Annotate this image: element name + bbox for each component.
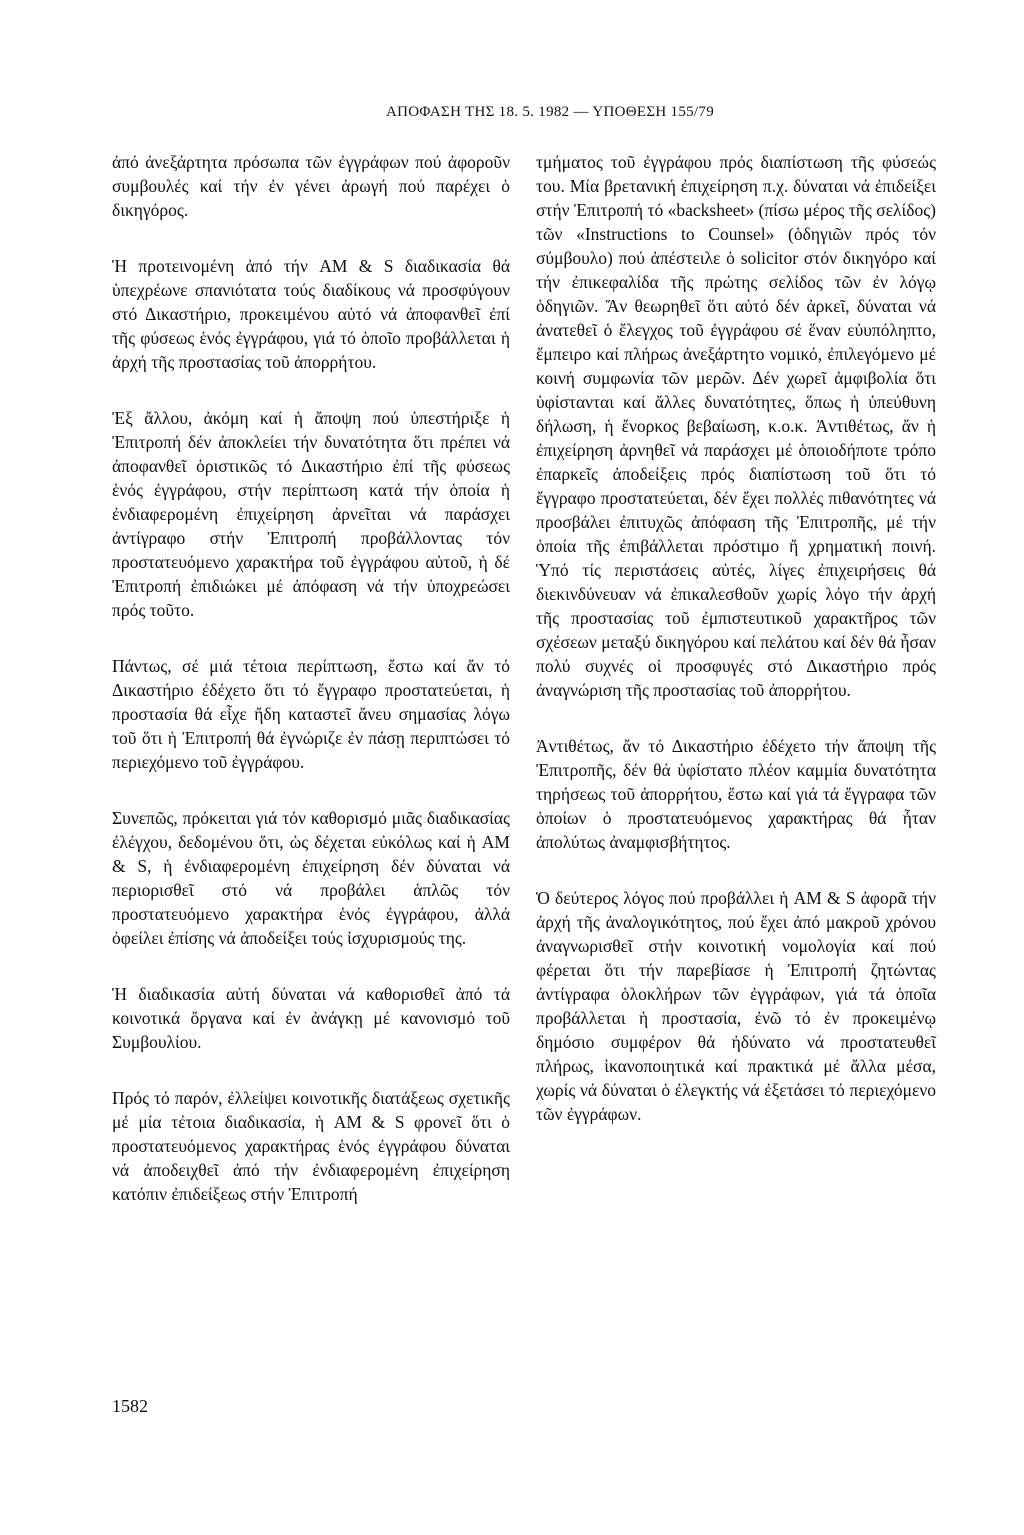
paragraph: Ὁ δεύτερος λόγος πού προβάλλει ἡ AM & S ἀφορᾶ τήν ἀρχή τῆς ἀναλογικότητος, πού ἔχει ἀπό μακροῦ χρόνου ἀναγνωρισθεῖ στήν κοινοτική νομολογία καί πού φέρεται ὅτι τήν παρεβίασε ἡ Ἐπιτροπή ζητώντας ἀντίγραφα ὁλοκλήρων τῶν ἐγγράφων, γιά τά ὁποῖα προβάλλεται ἡ προστασία, ἐνῶ τό ἐν προκειμένῳ δημόσιο συμφέρον θά ἠδύνατο νά προστατευθεῖ πλήρως, ἱκανοποιητικά καί πρακτικά μέ ἄλλα μέσα, χωρίς νά δύναται ὁ ἐλεγκτής νά ἐξετάσει τό περιεχόμενο τῶν ἐγγράφων. xyxy=(536,888,936,1124)
paragraph: ἀπό ἀνεξάρτητα πρόσωπα τῶν ἐγγράφων πού ἀφοροῦν συμβουλές καί τήν ἐν γένει ἀρωγή πού παρέχει ὁ δικηγόρος. xyxy=(112,152,510,220)
paragraph: Ἐξ ἄλλου, ἀκόμη καί ἡ ἄποψη πού ὑπεστήριξε ἡ Ἐπιτροπή δέν ἀποκλείει τήν δυνατότητα ὅτι πρέπει νά ἀποφανθεῖ ὁριστικῶς τό Δικαστήριο ἐπί τῆς φύσεως ἑνός ἐγγράφου, στήν περίπτωση κατά τήν ὁποία ἡ ἐνδιαφερομένη ἐπιχείρηση ἀρνεῖται νά παράσχει ἀντίγραφο στήν Ἐπιτροπή προβάλλοντας τόν προστατευόμενο χαρακτήρα τοῦ ἐγγράφου αὐτοῦ, ἡ δέ Ἐπιτροπή ἐπιδιώκει μέ ἀπόφαση νά τήν ὑποχρεώσει πρός τοῦτο. xyxy=(112,408,510,620)
paragraph: Συνεπῶς, πρόκειται γιά τόν καθορισμό μιᾶς διαδικασίας ἐλέγχου, δεδομένου ὅτι, ὡς δέχεται εὐκόλως καί ἡ AM & S, ἡ ἐνδιαφερομένη ἐπιχείρηση δέν δύναται νά περιορισθεῖ στό νά προβάλει ἁπλῶς τόν προστατευόμενο χαρακτήρα ἑνός ἐγγράφου, ἀλλά ὀφείλει ἐπίσης νά ἀποδείξει τούς ἰσχυρισμούς της. xyxy=(112,808,510,948)
right-column xyxy=(536,150,936,1158)
paragraph: τμήματος τοῦ ἐγγράφου πρός διαπίστωση τῆς φύσεώς του. Μία βρετανική ἐπιχείρηση π.χ. δύναται νά ἐπιδείξει στήν Ἐπιτροπή τό «backsheet» (πίσω μέρος τῆς σελίδος) τῶν «Instructions to Counsel» (ὁδηγιῶν πρός τόν σύμβουλο) πού ἀπέστειλε ὁ solicitor στόν δικηγόρο καί τήν ἐπικεφαλίδα τῆς πρώτης σελίδος τῶν ἐν λόγῳ ὁδηγιῶν. Ἄν θεωρηθεῖ ὅτι αὐτό δέν ἀρκεῖ, δύναται νά ἀνατεθεῖ ὁ ἔλεγχος τοῦ ἐγγράφου σέ ἕναν εὐυπόληπτο, ἔμπειρο καί πλήρως ἀνεξάρτητο νομικό, ἐπιλεγόμενο μέ κοινή συμφωνία τῶν μερῶν. Δέν χωρεῖ ἀμφιβολία ὅτι ὑφίστανται καί ἄλλες δυνατότητες, ὅπως ἡ ὑπεύθυνη δήλωση, ἡ ἔνορκος βεβαίωση, κ.ο.κ. Ἀντιθέτως, ἄν ἡ ἐπιχείρηση ἀρνηθεῖ νά παράσχει μέ ὁποιοδήποτε τρόπο ἐπαρκεῖς ἀποδείξεις πρός διαπίστωση τοῦ ὅτι τό ἔγγραφο προστατεύεται, δέν ἔχει πολλές πιθανότητες νά προσβάλει ἐπιτυχῶς ἀπόφαση τῆς Ἐπιτροπῆς, μέ τήν ὁποία τῆς ἐπιβάλλεται πρόστιμο ἤ χρηματική ποινή. Ὑπό τίς περιστάσεις αὐτές, λίγες ἐπιχειρήσεις θά διεκινδύνευαν νά ἐπικαλεσθοῦν χωρίς λόγο τήν ἀρχή τῆς προστασίας τοῦ ἐμπιστευτικοῦ χαρακτῆρος τῶν σχέσεων μεταξύ δικηγόρου καί πελάτου καί δέν θά ἦσαν πολύ συχνές οἱ προσφυγές στό Δικαστήριο πρός ἀναγνώριση τῆς προστασίας τοῦ ἀπορρήτου. xyxy=(536,152,936,700)
paragraph: Ἡ διαδικασία αὐτή δύναται νά καθορισθεῖ ἀπό τά κοινοτικά ὄργανα καί ἐν ἀνάγκῃ μέ κανονισμό τοῦ Συμβουλίου. xyxy=(112,984,510,1052)
paragraph: Πρός τό παρόν, ἐλλείψει κοινοτικῆς διατάξεως σχετικῆς μέ μία τέτοια διαδικασία, ἡ AM & S φρονεῖ ὅτι ὁ προστατευόμενος χαρακτήρας ἑνός ἐγγράφου δύναται νά ἀποδειχθεῖ ἀπό τήν ἐνδιαφερομένη ἐπιχείρηση κατόπιν ἐπιδείξεως στήν Ἐπιτροπή xyxy=(112,1088,510,1204)
page-header: ΑΠΟΦΑΣΗ ΤΗΣ 18. 5. 1982 — ΥΠΟΘΕΣΗ 155/79 xyxy=(385,104,714,120)
paragraph: Πάντως, σέ μιά τέτοια περίπτωση, ἔστω καί ἄν τό Δικαστήριο ἐδέχετο ὅτι τό ἔγγραφο προστατεύεται, ἡ προστασία θά εἶχε ἤδη καταστεῖ ἄνευ σημασίας λόγω τοῦ ὅτι ἡ Ἐπιτροπή θά ἐγνώριζε ἐν πάσῃ περιπτώσει τό περιεχόμενο τοῦ ἐγγράφου. xyxy=(112,656,510,772)
paragraph: Ἡ προτεινομένη ἀπό τήν AM & S διαδικασία θά ὑπεχρέωνε σπανιότατα τούς διαδίκους νά προσφύγουν στό Δικαστήριο, προκειμένου αὐτό νά ἀποφανθεῖ ἐπί τῆς φύσεως ἑνός ἐγγράφου, γιά τό ὁποῖο προβάλλεται ἡ ἀρχή τῆς προστασίας τοῦ ἀπορρήτου. xyxy=(112,256,510,372)
left-column xyxy=(112,150,510,1238)
paragraph: Ἀντιθέτως, ἄν τό Δικαστήριο ἐδέχετο τήν ἄποψη τῆς Ἐπιτροπῆς, δέν θά ὑφίστατο πλέον καμμία δυνατότητα τηρήσεως τοῦ ἀπορρήτου, ἔστω καί γιά τά ἔγγραφα τῶν ὁποίων ὁ προστατευόμενος χαρακτήρας θά ἦταν ἀπολύτως ἀναμφισβήτητος. xyxy=(536,736,936,852)
page-number: 1582 xyxy=(112,1396,148,1416)
